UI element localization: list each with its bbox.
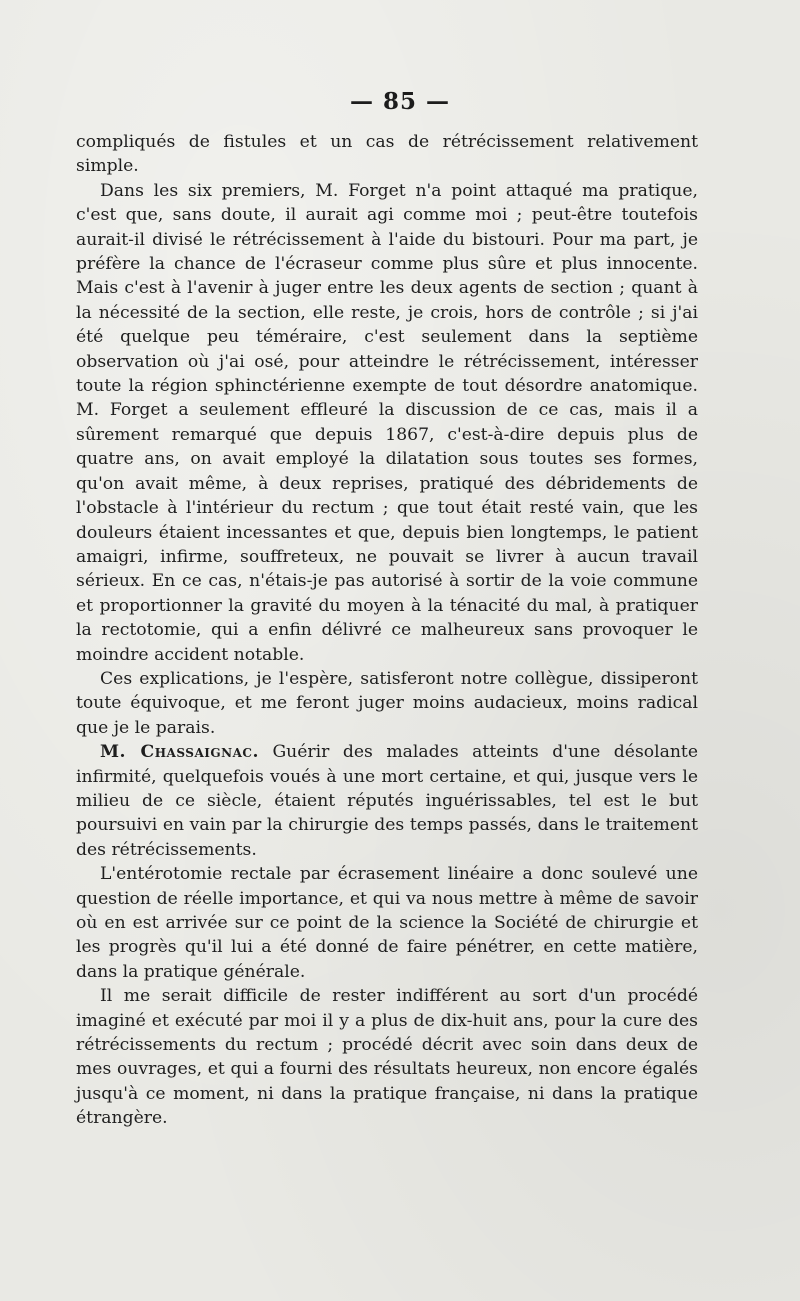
paragraph-text: Dans les six premiers, M. Forget n'a point attaqué ma pratique, c'est que, sans doute, il aurait agi comme moi ; peut-être toutefois aurait-il divisé le rétrécissement à l'aide du bistouri. Pour ma part, je préfère la chance de l'écraseur comme plus sûre et plus innocente. Mais c'est à l'avenir à juger entre les deux agents de section ; quant à la nécessité de la section, elle reste, je crois, hors de contrôle ; si j'ai été quelque peu téméraire, c'est seulement dans la septième observation où j'ai osé, pour atteindre le rétrécissement, intéresser toute la région sphinctérienne exempte de tout désordre anatomique. M. Forget a seulement effleuré la discussion de ce cas, mais il a sûrement remarqué que depuis 1867, c'est-à-dire depuis plus de quatre ans, on avait employé la dilatation sous toutes ses formes, qu'on avait même, à deux reprises, pratiqué des débridements de l'obstacle à l'intérieur du rectum ; que tout était resté vain, que les douleurs étaient incessantes et que, depuis bien longtemps, le patient amaigri, infirme, souffreteux, ne pouvait se livrer à aucun travail sérieux. En ce cas, n'étais-je pas autorisé à sortir de la voie commune et proportionner la gravité du moyen à la ténacité du mal, à pratiquer la rectotomie, qui a enfin délivré ce malheureux sans provoquer le moindre accident notable. — [76, 180, 698, 665]
paragraph-4 — [76, 740, 698, 862]
paragraph-5 — [76, 862, 698, 984]
speaker-name: M. Chassaignac. — [100, 742, 259, 763]
paragraph-3 — [76, 667, 698, 740]
paragraph-1 — [76, 130, 698, 179]
paragraph-text: Guérir des malades atteints d'une désolante infirmité, quelquefois voués à une mort certaine, et qui, jusque vers le milieu de ce siècle, étaient réputés inguérissables, tel est le but poursuivi en vain par la chirurgie des temps passés, dans le traitement des rétrécissements. — [76, 742, 699, 860]
body-text — [76, 130, 698, 1131]
paragraph-6 — [76, 984, 698, 1130]
paragraph-2 — [76, 179, 698, 667]
paragraph-text: L'entérotomie rectale par écrasement linéaire a donc soulevé une question de réelle importance, et qui va nous mettre à même de savoir où en est arrivée sur ce point de la science la Société de chirurgie et les progrès qu'il lui a été donné de faire pénétrer, en cette matière, dans la pratique générale. — [76, 864, 698, 982]
page-number: — 85 — — [349, 88, 451, 115]
paragraph-text: Ces explications, je l'espère, satisferont notre collègue, dissiperont toute équivoque, et me feront juger moins audacieux, moins radical que je le parais. — [76, 668, 698, 738]
paragraph-text: compliqués de fistules et un cas de rétrécissement relativement simple. — [76, 132, 698, 177]
paragraph-text: Il me serait difficile de rester indifférent au sort d'un procédé imaginé et exécuté par moi il y a plus de dix-huit ans, pour la cure des rétrécissements du rectum ; procédé décrit avec soin dans deux de mes ouvrages, et qui a fourni des résultats heureux, non encore égalés jusqu'à ce moment, ni dans la pratique française, ni dans la pratique étrangère. — [76, 986, 698, 1129]
